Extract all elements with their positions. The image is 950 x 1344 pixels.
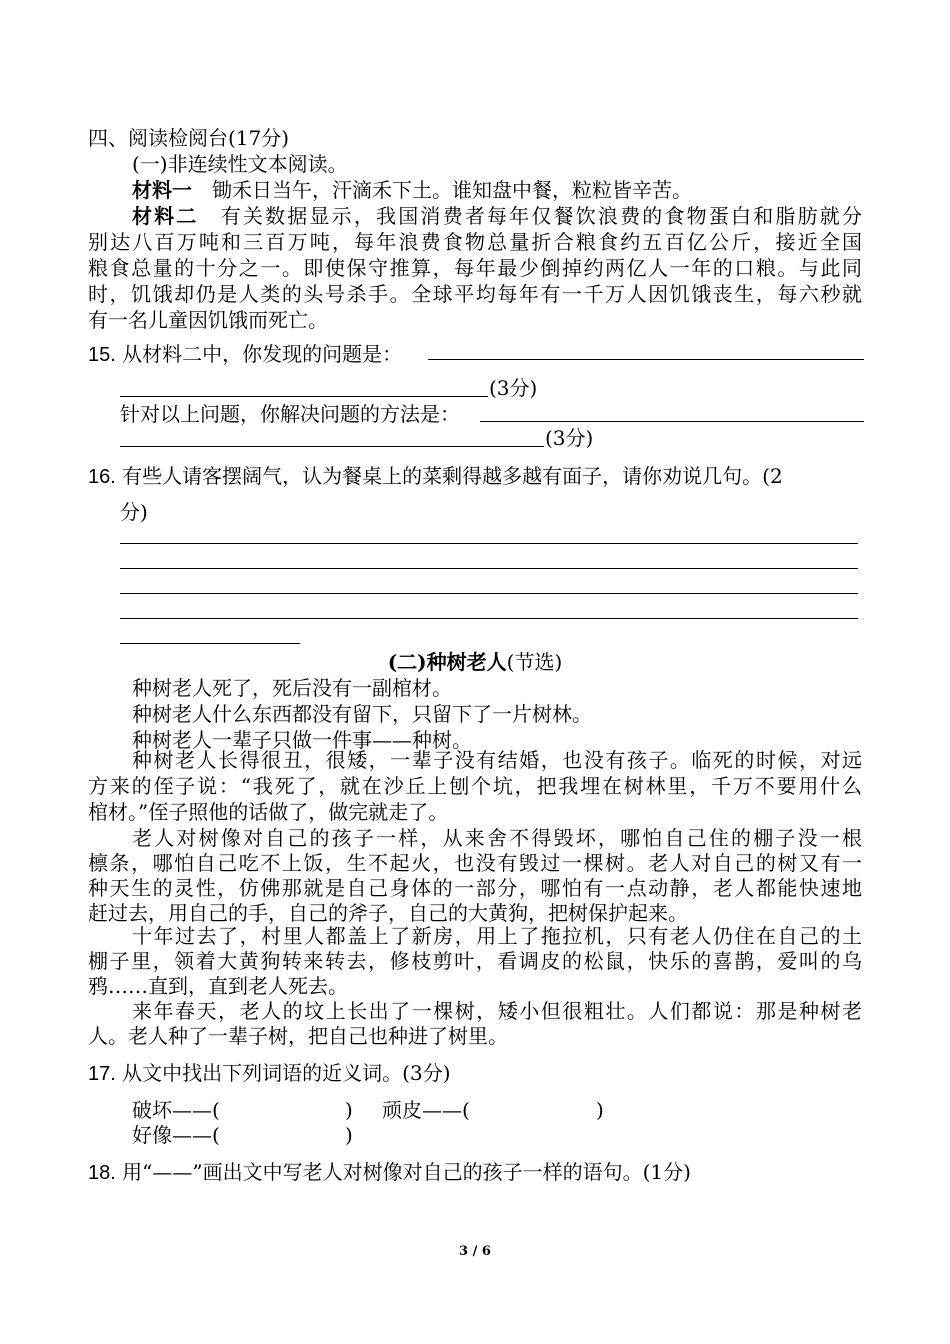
story-title-note: (节选) (506, 650, 563, 674)
q18-number: 18. (88, 1162, 116, 1184)
material2-label: 材料二 (132, 204, 199, 228)
section-heading: 四、阅读检阅台(17分) (88, 126, 290, 150)
story-p4-line-3: 棺材。”侄子照他的话做了，做完就走了。 (88, 800, 449, 824)
q16-answer-line-5[interactable] (120, 643, 300, 644)
q17-number: 17. (88, 1063, 116, 1085)
q17-word-3-close: ) (345, 1123, 353, 1147)
q18-prompt: 18. 用“——”画出文中写老人对树像对自己的孩子一样的语句。(1分) (88, 1160, 691, 1184)
q15-answer-line-2[interactable] (120, 396, 488, 397)
material2-text-1: 有关数据显示，我国消费者每年仅餐饮浪费的食物蛋白和脂肪就分 (218, 204, 862, 228)
q17-prompt: 17. 从文中找出下列词语的近义词。(3分) (88, 1061, 451, 1085)
story-p4-line-1: 种树老人长得很丑，很矮，一辈子没有结婚，也没有孩子。临死的时候，对远 (132, 748, 862, 772)
q15-method-line-2[interactable] (120, 446, 544, 447)
q16-answer-line-4[interactable] (120, 618, 858, 619)
story-p1: 种树老人死了，死后没有一副棺材。 (132, 676, 452, 700)
part1-title: (一)非连续性文本阅读。 (132, 152, 348, 176)
material1-label: 材料一 (132, 178, 192, 202)
story-p6-line-2: 棚子里，领着大黄狗转来转去，修枝剪叶，看调皮的松鼠，快乐的喜鹊，爱叫的乌 (88, 949, 862, 973)
q16-prompt-cont: 分) (120, 500, 148, 524)
story-p5-line-3: 种天生的灵性，仿佛那就是自己身体的一部分，哪怕有一点动静，老人都能快速地 (88, 876, 862, 900)
q17-word-3: 好像——( (132, 1123, 220, 1147)
material1-text: 锄禾日当午，汗滴禾下土。谁知盘中餐，粒粒皆辛苦。 (212, 178, 692, 202)
q16-answer-line-3[interactable] (120, 593, 858, 594)
q15-prompt-2: 针对以上问题，你解决问题的方法是： (120, 402, 460, 426)
q17-word-2-close: ) (596, 1098, 604, 1122)
q15-answer-line-1[interactable] (428, 359, 864, 360)
story-p5-line-2: 檩条，哪怕自己吃不上饭，生不起火，也没有毁过一棵树。老人对自己的树又有一 (88, 851, 862, 875)
q15-prompt: 15. 从材料二中，你发现的问题是： (88, 342, 403, 366)
material2-line-2: 别达八百万吨和三百万吨，每年浪费食物总量折合粮食约五百亿公斤，接近全国 (88, 230, 862, 254)
material2-line-1 (132, 203, 862, 229)
q17-word-2: 顽皮——( (382, 1098, 470, 1122)
story-p5-line-4: 赶过去，用自己的手，自己的斧子，自己的大黄狗，把树保护起来。 (88, 901, 688, 925)
story-p7-line-2: 人。老人种了一辈子树，把自己也种进了树里。 (88, 1024, 508, 1048)
story-p5-line-1: 老人对树像对自己的孩子一样，从来舍不得毁坏，哪怕自己住的棚子没一根 (132, 826, 862, 850)
story-p3: 种树老人一辈子只做一件事——种树。 (132, 728, 472, 752)
story-p6-line-1: 十年过去了，村里人都盖上了新房，用上了拖拉机，只有老人仍住在自己的土 (132, 924, 862, 948)
material2-line-3: 粮食总量的十分之一。即使保守推算，每年最少倒掉约两亿人一年的口粮。与此同 (88, 256, 862, 280)
q16-number: 16. (88, 466, 116, 488)
story-p7-line-1: 来年春天，老人的坟上长出了一棵树，矮小但很粗壮。人们都说：那是种树老 (132, 999, 862, 1023)
story-p4-line-2: 方来的侄子说：“我死了，就在沙丘上刨个坑，把我埋在树林里，千万不要用什么 (88, 774, 862, 798)
q16-answer-line-2[interactable] (120, 568, 858, 569)
q15-score-1: (3分) (489, 376, 538, 400)
material1 (132, 177, 692, 203)
story-title: (二)种树老人(节选) (387, 650, 563, 674)
q16-answer-line-1[interactable] (120, 543, 858, 544)
q15-number: 15. (88, 344, 116, 366)
q15-score-2: (3分) (545, 426, 594, 450)
material2-line-5: 有一名儿童因饥饿而死亡。 (88, 308, 328, 332)
q16-prompt: 16. 有些人请客摆阔气，认为餐桌上的菜剩得越多越有面子，请你劝说几句。(2 (88, 464, 783, 488)
q17-word-1: 破坏——( (132, 1098, 220, 1122)
q17-word-1-close: ) (345, 1098, 353, 1122)
q15-method-line-1[interactable] (480, 421, 864, 422)
page-number: 3 / 6 (459, 1244, 491, 1259)
material2-line-4: 时，饥饿却仍是人类的头号杀手。全球平均每年有一千万人因饥饿丧生，每六秒就 (88, 282, 862, 306)
story-p6-line-3: 鸦……直到，直到老人死去。 (88, 974, 348, 998)
story-p2: 种树老人什么东西都没有留下，只留下了一片树林。 (132, 702, 592, 726)
